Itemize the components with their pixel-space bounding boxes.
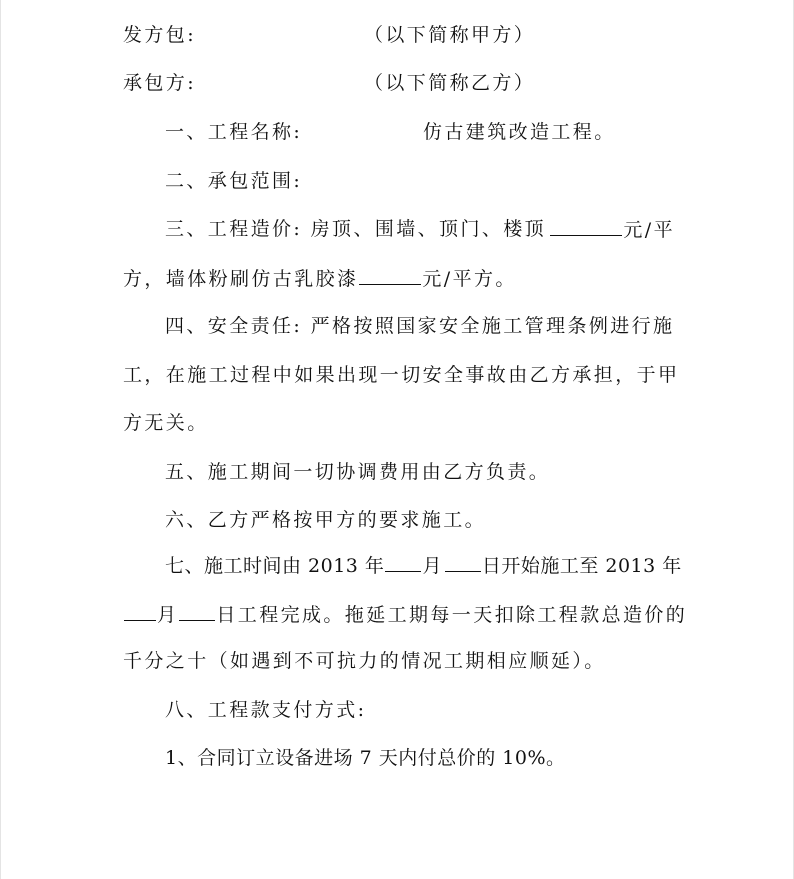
clause-scope-label: 二、承包范围: [165,170,303,192]
clause-coordination-text: 五、施工期间一切协调费用由乙方负责。 [165,461,551,483]
clause-schedule-text-2: 日开始施工至 2013 年 [481,555,682,577]
clause-safety-text-1: 四、安全责任: 严格按照国家安全施工管理条例进行施 [165,315,675,337]
price-blank-1[interactable] [550,216,622,236]
clause-safety-text-3: 方无关。 [123,412,209,434]
party-a-note: （以下简称甲方） [364,24,536,46]
clause-safety-text-2: 工，在施工过程中如果出现一切安全事故由乙方承担，于甲 [123,364,680,386]
start-month-blank[interactable] [385,552,421,572]
start-day-blank[interactable] [445,552,481,572]
clause-schedule-month-1: 月 [422,555,444,577]
clause-price-unit-1: 元/平 [623,219,675,241]
end-month-blank[interactable] [124,601,156,621]
clause-price-unit-2: 元/平方。 [422,268,517,290]
clause-schedule-text-4: 千分之十（如遇到不可抗力的情况工期相应顺延）。 [123,650,606,672]
clause-project-name-label: 一、工程名称: [165,121,303,143]
clause-price-text-1: 三、工程造价: 房顶、围墙、顶门、楼顶 [165,218,547,240]
party-b-label: 承包方: [123,72,197,94]
clause-payment-method-label: 八、工程款支付方式: [165,699,367,721]
clause-project-name-value: 仿古建筑改造工程。 [423,121,616,143]
payment-item-1-text: 1、合同订立设备进场 7 天内付总价的 10%。 [165,747,566,769]
clause-price-text-2: 方，墙体粉刷仿古乳胶漆 [123,268,359,290]
end-day-blank[interactable] [179,601,215,621]
clause-schedule-month-2: 月 [157,604,179,626]
clause-requirements-text: 六、乙方严格按甲方的要求施工。 [165,509,487,531]
clause-schedule-text-3: 日工程完成。拖延工期每一天扣除工程款总造价的 [216,604,688,626]
clause-schedule-text-1: 七、施工时间由 2013 年 [165,555,385,577]
price-blank-2[interactable] [359,265,421,285]
party-a-label: 发方包: [123,24,197,46]
party-b-note: （以下简称乙方） [364,72,536,94]
